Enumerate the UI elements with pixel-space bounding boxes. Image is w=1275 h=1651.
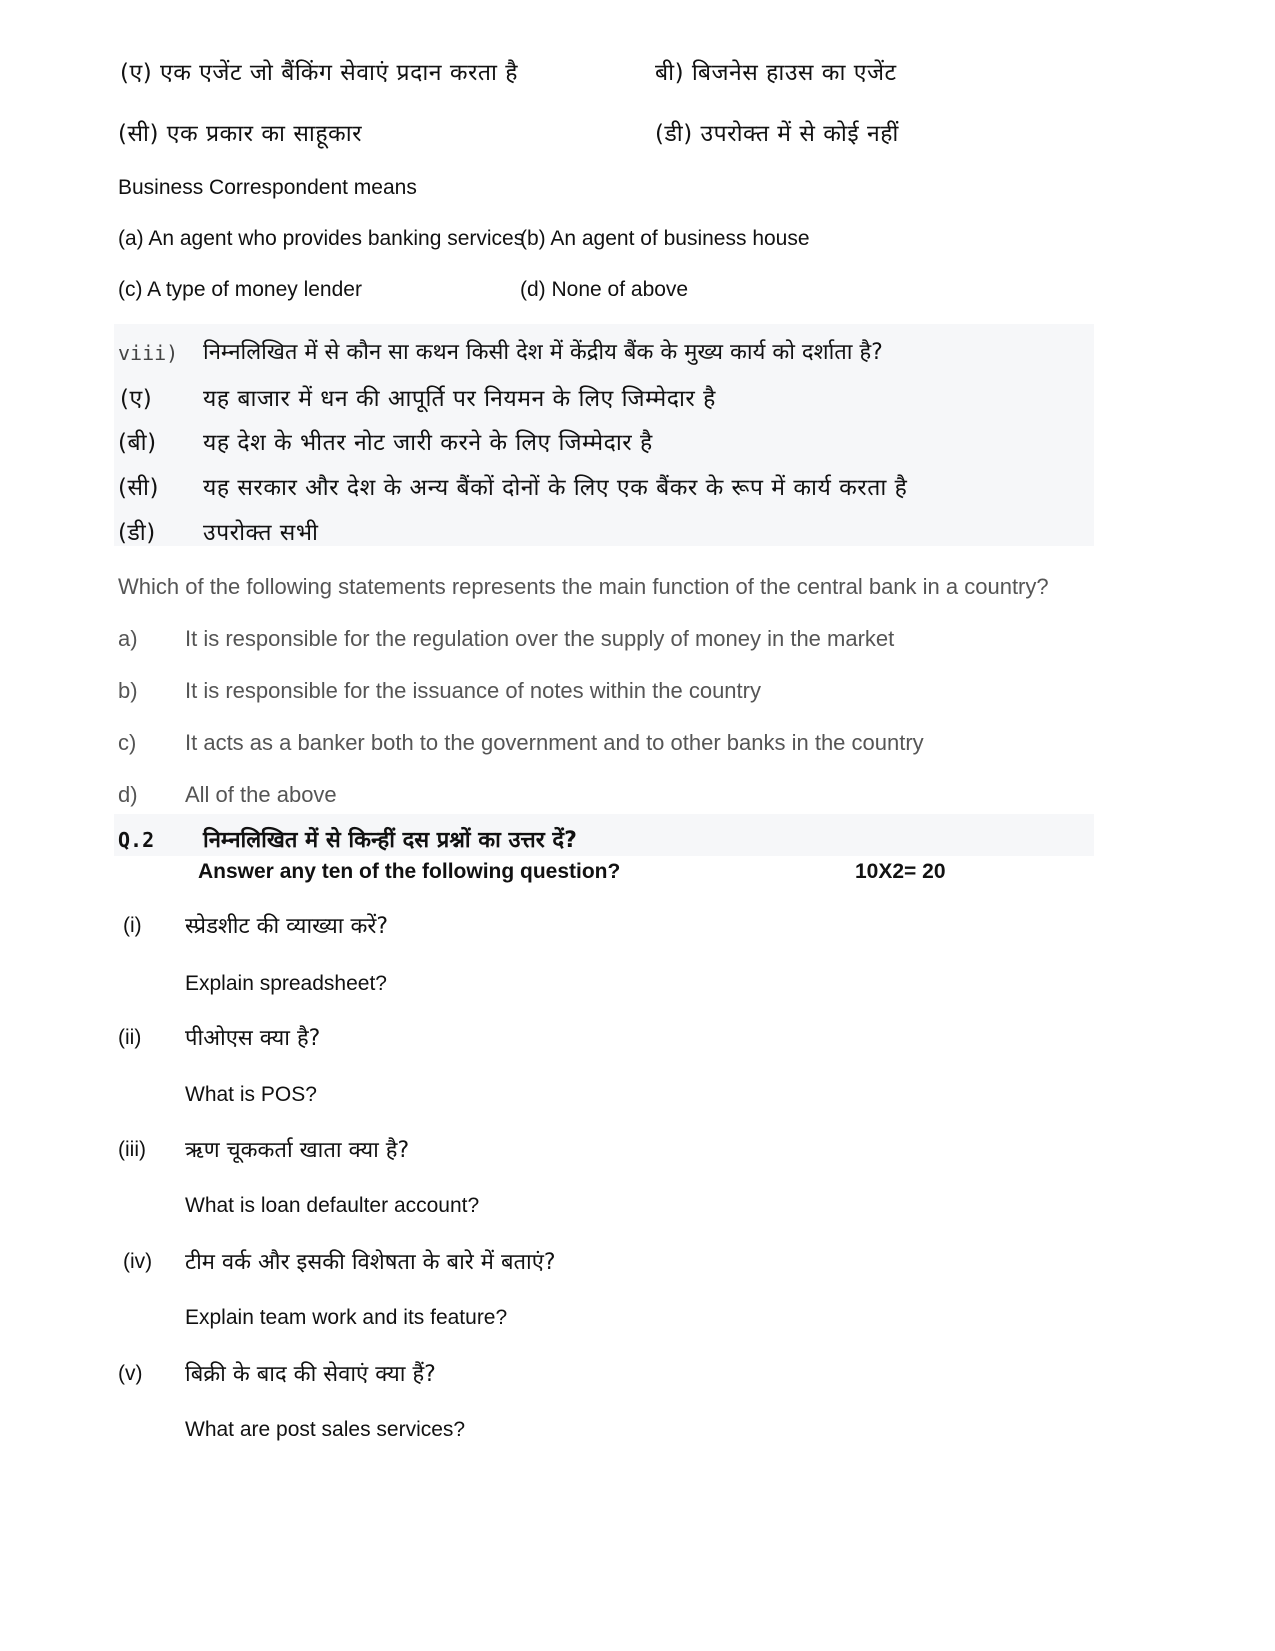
- q8-en-option-label: c): [118, 730, 137, 755]
- q2-hi-heading: निम्नलिखित में से किन्हीं दस प्रश्नों का उत्तर दें?: [203, 828, 577, 853]
- q7-hi-option-c: (सी) एक प्रकार का साहूकार: [118, 121, 363, 147]
- q8-hi-option-label: (ए): [120, 386, 153, 412]
- q8-hi-option-text: यह देश के भीतर नोट जारी करने के लिए जिम्मेदार है: [203, 430, 653, 456]
- q8-number: viii): [118, 341, 179, 365]
- q8-hi-option-text: यह बाजार में धन की आपूर्ति पर नियमन के लिए जिम्मेदार है: [203, 386, 716, 412]
- q2-number: Q.2: [118, 828, 155, 852]
- q2-en-heading: Answer any ten of the following question?: [198, 860, 621, 883]
- q8-en-option-text: It is responsible for the issuance of notes within the country: [185, 678, 761, 703]
- q8-en-option-text: It acts as a banker both to the government and to other banks in the country: [185, 730, 924, 755]
- q2-item-hi: पीओएस क्या है?: [185, 1026, 321, 1051]
- q2-marks: 10X2= 20: [855, 860, 946, 883]
- q8-en-question: Which of the following statements represents the main function of the central bank in a country?: [118, 574, 1049, 599]
- q7-hi-option-d: (डी) उपरोक्त में से कोई नहीं: [655, 121, 899, 147]
- q8-hi-option-label: (डी): [118, 520, 156, 546]
- q8-hi-option-label: (बी): [118, 430, 157, 456]
- q8-en-option-label: b): [118, 678, 138, 703]
- q8-en-option-label: a): [118, 626, 138, 651]
- q2-item-en: What is loan defaulter account?: [185, 1194, 480, 1217]
- q7-hi-option-b: बी) बिजनेस हाउस का एजेंट: [655, 60, 897, 86]
- q8-en-option-label: d): [118, 782, 138, 807]
- q2-item-hi: बिक्री के बाद की सेवाएं क्या हैं?: [185, 1362, 436, 1387]
- q2-item-en: Explain team work and its feature?: [185, 1306, 508, 1329]
- q7-en-option-d: (d) None of above: [520, 278, 689, 301]
- q2-item-label: (iii): [118, 1138, 146, 1161]
- q7-en-option-b: (b) An agent of business house: [520, 227, 810, 250]
- q8-hi-option-label: (सी): [118, 475, 159, 501]
- q8-hi-question: निम्नलिखित में से कौन सा कथन किसी देश में केंद्रीय बैंक के मुख्य कार्य को दर्शाता है?: [203, 340, 883, 365]
- q7-en-option-c: (c) A type of money lender: [118, 278, 362, 301]
- q2-item-en: What are post sales services?: [185, 1418, 466, 1441]
- q2-item-label: (i): [123, 914, 142, 937]
- q2-item-hi: ऋण चूककर्ता खाता क्या है?: [185, 1138, 410, 1163]
- q2-item-hi: स्प्रेडशीट की व्याख्या करें?: [185, 914, 389, 939]
- q2-item-label: (ii): [118, 1026, 142, 1049]
- q2-item-en: What is POS?: [185, 1083, 317, 1106]
- q2-item-label: (iv): [123, 1250, 153, 1273]
- q2-item-en: Explain spreadsheet?: [185, 972, 387, 995]
- q2-item-label: (v): [118, 1362, 143, 1385]
- q7-hi-option-a: (ए) एक एजेंट जो बैंकिंग सेवाएं प्रदान करता है: [120, 60, 519, 86]
- q8-hi-option-text: यह सरकार और देश के अन्य बैंकों दोनों के लिए एक बैंकर के रूप में कार्य करता है: [203, 475, 908, 501]
- q8-en-option-text: All of the above: [185, 782, 337, 807]
- q7-en-option-a: (a) An agent who provides banking services: [118, 227, 525, 250]
- q7-en-question: Business Correspondent means: [118, 176, 417, 199]
- q8-en-option-text: It is responsible for the regulation over the supply of money in the market: [185, 626, 895, 651]
- q2-item-hi: टीम वर्क और इसकी विशेषता के बारे में बताएं?: [185, 1250, 556, 1275]
- q8-hi-option-text: उपरोक्त सभी: [203, 520, 319, 546]
